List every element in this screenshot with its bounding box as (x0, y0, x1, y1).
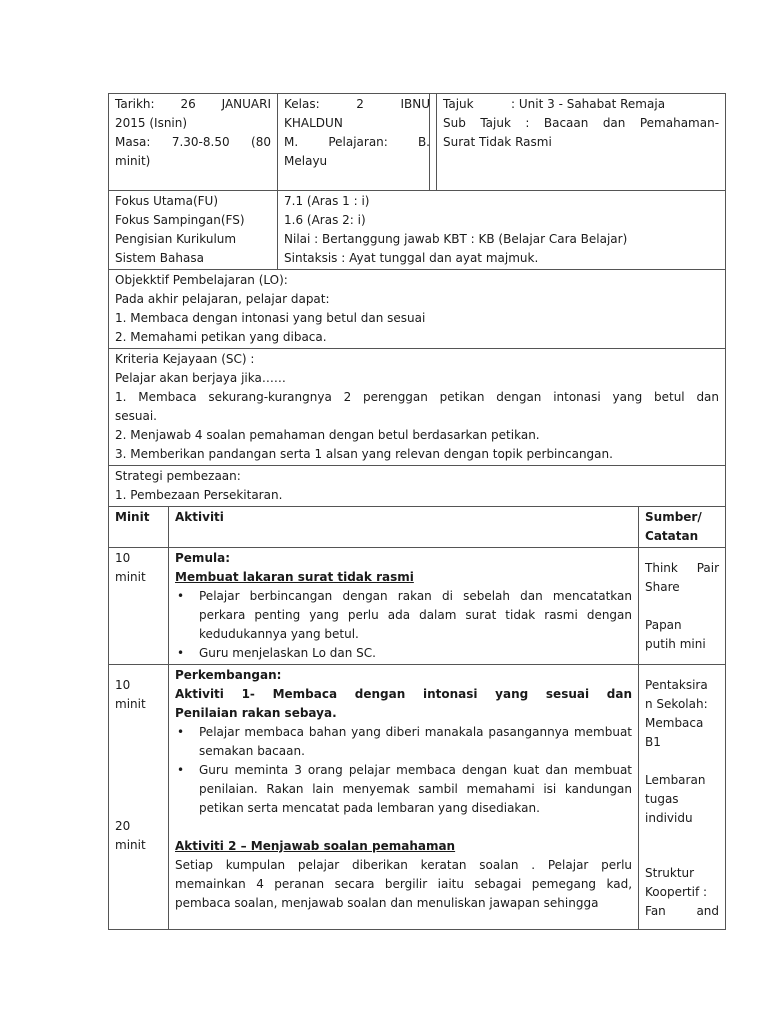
kelas-name1: IBNU (400, 97, 431, 111)
aktiviti-column-header: Aktiviti (169, 507, 639, 548)
subtajuk-line2: Surat Tidak Rasmi (443, 135, 552, 149)
sumber-header-line1: Sumber/ (645, 510, 702, 524)
pemula-sumber-line4: putih mini (645, 637, 706, 651)
kriteria-title: Kriteria Kejayaan (SC) : (115, 352, 255, 366)
perkembangan-heading: Perkembangan: (175, 668, 282, 682)
spacer (115, 666, 162, 676)
kelas-cell (278, 94, 437, 191)
perkembangan-sumber-cell (639, 665, 726, 930)
pemula-minit-cell (109, 548, 169, 665)
perkembangan-minit2-num: 20 (115, 819, 131, 833)
kriteria-item3: 3. Memberikan pandangan serta 1 alsan yang relevan dengan topik perbincangan. (115, 447, 613, 461)
lesson-plan-table (108, 93, 726, 930)
pemula-aktiviti-cell (169, 548, 639, 665)
pemula-minit-num: 10 (115, 551, 131, 565)
sumber-column-header (639, 507, 726, 548)
pemula-sumber-line1: Think Pair (645, 561, 720, 575)
tarikh-year: 2015 (Isnin) (115, 116, 188, 130)
sumber-line: Pentaksira (645, 678, 708, 692)
objektif-cell (109, 270, 726, 349)
fokus-sampingan-label: Fokus Sampingan(FS) (115, 213, 245, 227)
kelas-name2: KHALDUN (284, 116, 343, 130)
sumber-line: Koopertif : (645, 885, 708, 899)
pemula-sumber-line3: Papan (645, 618, 682, 632)
kriteria-item2: 2. Menjawab 4 soalan pemahaman dengan betul berdasarkan petikan. (115, 428, 540, 442)
sumber-line: tugas (645, 792, 679, 806)
kelas-num: 2 (356, 97, 364, 111)
pemula-sumber-line2: Share (645, 580, 680, 594)
mp-value2: Melayu (284, 154, 328, 168)
perkembangan-bullet-list (175, 723, 632, 818)
objektif-title: Objekktif Pembelajaran (LO): (115, 273, 288, 287)
fokus-utama-label: Fokus Utama(FU) (115, 194, 219, 208)
pemula-bullet: • Pelajar berbincangan dengan rakan di sebelah dan mencatatkan perkara penting yang perlu ada dalam surat tidak rasmi dengan kedudukannya yang betul. (199, 587, 632, 644)
kriteria-row (109, 349, 726, 466)
tajuk-value: : Unit 3 - Sahabat Remaja (511, 97, 666, 111)
sumber-line: Fan and (645, 904, 720, 918)
tarikh-line (115, 95, 271, 114)
pemula-sumber-cell (639, 548, 726, 665)
focus-row (109, 191, 726, 270)
focus-values-cell (278, 191, 726, 270)
double-divider (429, 94, 434, 190)
perkembangan-minit1-num: 10 (115, 678, 131, 692)
sumber-line: Lembaran (645, 773, 706, 787)
fokus-sampingan-value: 1.6 (Aras 2: i) (284, 213, 366, 227)
mp-value1: B. (417, 135, 430, 149)
spacer (175, 818, 632, 837)
strategi-title: Strategi pembezaan: (115, 469, 241, 483)
focus-labels-cell (109, 191, 278, 270)
tarikh-label: Tarikh: (115, 97, 155, 111)
column-header-row (109, 507, 726, 548)
aktiviti1-heading-line2: Penilaian rakan sebaya. (175, 706, 337, 720)
sumber-line: Struktur (645, 866, 695, 880)
subtajuk-line1: Sub Tajuk : Bacaan dan Pemahaman- (443, 116, 720, 130)
masa-label: Masa: (115, 135, 151, 149)
objektif-intro: Pada akhir pelajaran, pelajar dapat: (115, 292, 330, 306)
masa-line (115, 133, 271, 152)
spacer (645, 828, 719, 864)
tajuk-cell (437, 94, 726, 191)
kelas-label: Kelas: (284, 97, 320, 111)
spacer (645, 752, 719, 771)
fokus-utama-value: 7.1 (Aras 1 : i) (284, 194, 370, 208)
mp-label1: M. (284, 135, 299, 149)
kelas-line (284, 95, 430, 114)
mp-line (284, 133, 430, 152)
mp-label2: Pelajaran: (328, 135, 388, 149)
objektif-row (109, 270, 726, 349)
sumber-line: B1 (645, 735, 661, 749)
header-row (109, 94, 726, 191)
perkembangan-bullet: • Pelajar membaca bahan yang diberi manakala pasangannya membuat semakan bacaan. (199, 723, 632, 761)
pemula-bullet-list (175, 587, 632, 663)
pemula-heading: Pemula: (175, 551, 230, 565)
perkembangan-aktiviti-cell (169, 665, 639, 930)
sumber-line: individu (645, 811, 693, 825)
strategi-cell (109, 466, 726, 507)
strategi-item: 1. Pembezaan Persekitaran. (115, 488, 283, 502)
aktiviti1-heading-line1: Aktiviti 1- Membaca dengan intonasi yang sesuai dan (175, 687, 633, 701)
pemula-row (109, 548, 726, 665)
sistem-bahasa-value: Sintaksis : Ayat tunggal dan ayat majmuk. (284, 251, 539, 265)
perkembangan-minit2-unit: minit (115, 838, 146, 852)
tarikh-month: JANUARI (221, 97, 272, 111)
objektif-item: 2. Memahami petikan yang dibaca. (115, 330, 327, 344)
pemula-subheading: Membuat lakaran surat tidak rasmi (175, 570, 414, 584)
sistem-bahasa-label: Sistem Bahasa (115, 251, 204, 265)
sumber-line: n Sekolah: (645, 697, 708, 711)
kriteria-cell (109, 349, 726, 466)
spacer (645, 597, 719, 616)
kriteria-item1-line2: sesuai. (115, 409, 157, 423)
sumber-line: Membaca (645, 716, 704, 730)
tarikh-cell (109, 94, 278, 191)
tarikh-day: 26 (180, 97, 196, 111)
spacer (645, 666, 719, 676)
perkembangan-row (109, 665, 726, 930)
tajuk-label: Tajuk (443, 97, 474, 111)
sumber-header-line2: Catatan (645, 529, 699, 543)
pemula-bullet: • Guru menjelaskan Lo dan SC. (199, 644, 632, 663)
perkembangan-minit-cell (109, 665, 169, 930)
pemula-minit-unit: minit (115, 570, 146, 584)
tajuk-line (443, 95, 719, 114)
kriteria-item1-line1: 1. Membaca sekurang-kurangnya 2 perenggan petikan dengan intonasi yang betul dan (115, 390, 720, 404)
strategi-row (109, 466, 726, 507)
pengisian-kurikulum-label: Pengisian Kurikulum (115, 232, 237, 246)
perkembangan-bullet: • Guru meminta 3 orang pelajar membaca dengan kuat dan membuat penilaian. Rakan lain menyemak sambil memahami isi kandungan petikan serta mencatat pada lembaran yang disediakan. (199, 761, 632, 818)
kriteria-intro: Pelajar akan berjaya jika…… (115, 371, 286, 385)
masa-unit: minit) (115, 154, 151, 168)
aktiviti2-heading: Aktiviti 2 – Menjawab soalan pemahaman (175, 839, 456, 853)
masa-value: 7.30-8.50 (80 (171, 135, 272, 149)
spacer (115, 714, 162, 817)
aktiviti2-text: Setiap kumpulan pelajar diberikan keratan soalan . Pelajar perlu memainkan 4 peranan secara bergilir iaitu sebagai pemegang kad, pembaca soalan, menjawab soalan dan menuliskan jawapan sehingga (175, 858, 633, 910)
spacer (645, 549, 719, 559)
pengisian-kurikulum-value: Nilai : Bertanggung jawab KBT : KB (Belajar Cara Belajar) (284, 232, 628, 246)
perkembangan-minit1-unit: minit (115, 697, 146, 711)
objektif-item: 1. Membaca dengan intonasi yang betul dan sesuai (115, 311, 426, 325)
minit-column-header: Minit (109, 507, 169, 548)
